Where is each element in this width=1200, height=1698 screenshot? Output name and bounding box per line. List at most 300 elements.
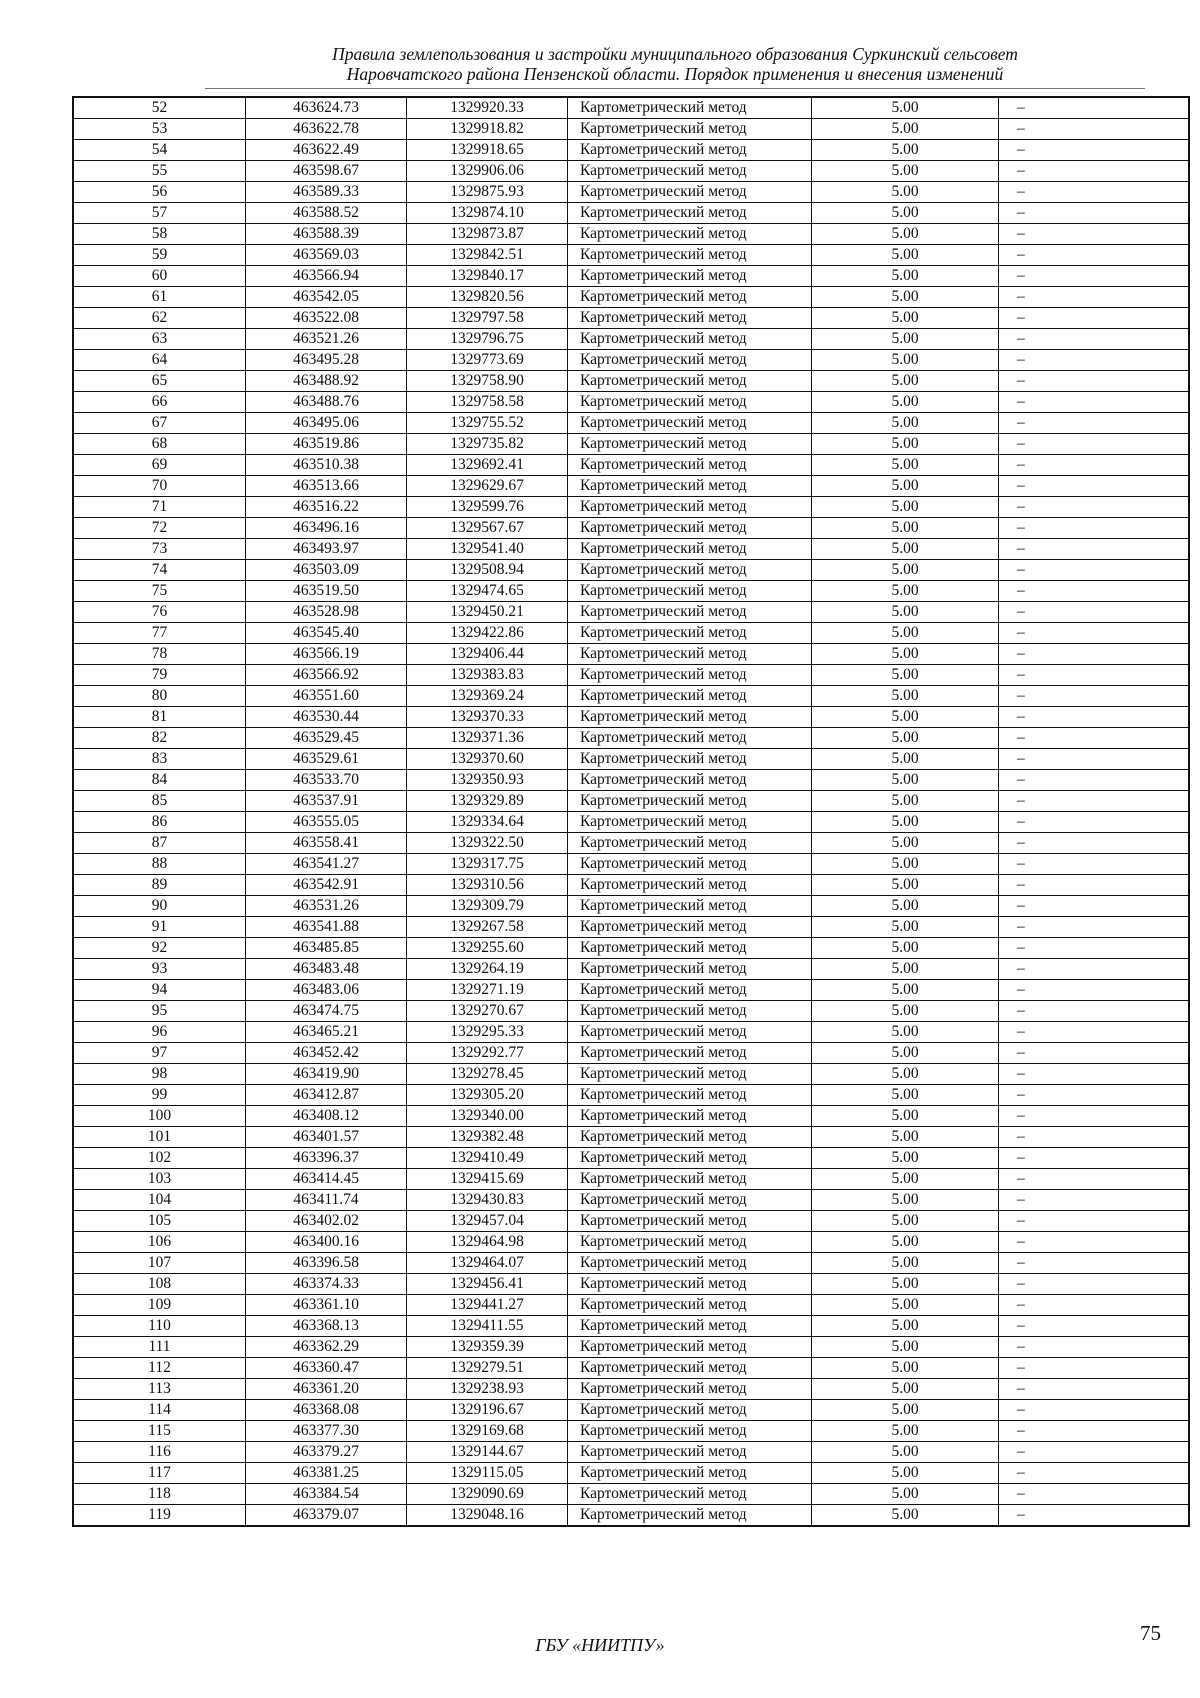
point-number-cell: 75 (73, 581, 246, 602)
point-number-cell: 110 (73, 1316, 246, 1337)
accuracy-cell: 5.00 (812, 938, 999, 959)
method-cell: Картометрический метод (568, 1232, 812, 1253)
method-cell: Картометрический метод (568, 518, 812, 539)
description-cell: – (999, 1085, 1190, 1106)
table-row (73, 917, 1189, 938)
point-number-cell: 63 (73, 329, 246, 350)
point-number-cell: 97 (73, 1043, 246, 1064)
method-cell: Картометрический метод (568, 686, 812, 707)
method-cell: Картометрический метод (568, 287, 812, 308)
accuracy-cell: 5.00 (812, 1442, 999, 1463)
description-cell: – (999, 1043, 1190, 1064)
accuracy-cell: 5.00 (812, 917, 999, 938)
table-row (73, 602, 1189, 623)
table-row (73, 476, 1189, 497)
x-coordinate-cell: 463495.28 (246, 350, 407, 371)
description-cell: – (999, 707, 1190, 728)
method-cell: Картометрический метод (568, 1295, 812, 1316)
x-coordinate-cell: 463545.40 (246, 623, 407, 644)
description-cell: – (999, 434, 1190, 455)
description-cell: – (999, 875, 1190, 896)
description-cell: – (999, 665, 1190, 686)
table-row (73, 1169, 1189, 1190)
point-number-cell: 94 (73, 980, 246, 1001)
x-coordinate-cell: 463566.19 (246, 644, 407, 665)
accuracy-cell: 5.00 (812, 875, 999, 896)
accuracy-cell: 5.00 (812, 1358, 999, 1379)
x-coordinate-cell: 463496.16 (246, 518, 407, 539)
x-coordinate-cell: 463541.88 (246, 917, 407, 938)
table-row (73, 1001, 1189, 1022)
table-row (73, 980, 1189, 1001)
x-coordinate-cell: 463452.42 (246, 1043, 407, 1064)
table-row (73, 1253, 1189, 1274)
method-cell: Картометрический метод (568, 1337, 812, 1358)
description-cell: – (999, 812, 1190, 833)
point-number-cell: 54 (73, 140, 246, 161)
point-number-cell: 56 (73, 182, 246, 203)
y-coordinate-cell: 1329464.07 (407, 1253, 568, 1274)
point-number-cell: 79 (73, 665, 246, 686)
y-coordinate-cell: 1329508.94 (407, 560, 568, 581)
point-number-cell: 111 (73, 1337, 246, 1358)
method-cell: Картометрический метод (568, 1085, 812, 1106)
description-cell: – (999, 266, 1190, 287)
method-cell: Картометрический метод (568, 350, 812, 371)
point-number-cell: 59 (73, 245, 246, 266)
method-cell: Картометрический метод (568, 854, 812, 875)
method-cell: Картометрический метод (568, 1400, 812, 1421)
table-row (73, 1022, 1189, 1043)
y-coordinate-cell: 1329430.83 (407, 1190, 568, 1211)
description-cell: – (999, 602, 1190, 623)
description-cell: – (999, 1190, 1190, 1211)
x-coordinate-cell: 463408.12 (246, 1106, 407, 1127)
table-row (73, 392, 1189, 413)
x-coordinate-cell: 463360.47 (246, 1358, 407, 1379)
point-number-cell: 89 (73, 875, 246, 896)
table-row (73, 1421, 1189, 1442)
point-number-cell: 86 (73, 812, 246, 833)
header-divider (205, 88, 1145, 89)
point-number-cell: 84 (73, 770, 246, 791)
point-number-cell: 85 (73, 791, 246, 812)
table-row (73, 812, 1189, 833)
table-row (73, 371, 1189, 392)
y-coordinate-cell: 1329309.79 (407, 896, 568, 917)
table-row (73, 224, 1189, 245)
method-cell: Картометрический метод (568, 1274, 812, 1295)
description-cell: – (999, 1064, 1190, 1085)
x-coordinate-cell: 463419.90 (246, 1064, 407, 1085)
method-cell: Картометрический метод (568, 1169, 812, 1190)
table-row (73, 1442, 1189, 1463)
description-cell: – (999, 686, 1190, 707)
x-coordinate-cell: 463542.05 (246, 287, 407, 308)
y-coordinate-cell: 1329735.82 (407, 434, 568, 455)
x-coordinate-cell: 463588.52 (246, 203, 407, 224)
table-row (73, 581, 1189, 602)
method-cell: Картометрический метод (568, 791, 812, 812)
point-number-cell: 116 (73, 1442, 246, 1463)
description-cell: – (999, 224, 1190, 245)
accuracy-cell: 5.00 (812, 392, 999, 413)
x-coordinate-cell: 463598.67 (246, 161, 407, 182)
y-coordinate-cell: 1329322.50 (407, 833, 568, 854)
description-cell: – (999, 791, 1190, 812)
table-row (73, 791, 1189, 812)
table-row (73, 1274, 1189, 1295)
description-cell: – (999, 1022, 1190, 1043)
point-number-cell: 61 (73, 287, 246, 308)
description-cell: – (999, 1463, 1190, 1484)
table-row (73, 350, 1189, 371)
x-coordinate-cell: 463566.94 (246, 266, 407, 287)
table-row (73, 1043, 1189, 1064)
header-line-1: Правила землепользования и застройки муниципального образования Суркинский сельсовет (332, 44, 1018, 64)
y-coordinate-cell: 1329456.41 (407, 1274, 568, 1295)
table-row (73, 203, 1189, 224)
accuracy-cell: 5.00 (812, 1085, 999, 1106)
accuracy-cell: 5.00 (812, 1295, 999, 1316)
x-coordinate-cell: 463361.20 (246, 1379, 407, 1400)
y-coordinate-cell: 1329840.17 (407, 266, 568, 287)
method-cell: Картометрический метод (568, 1379, 812, 1400)
accuracy-cell: 5.00 (812, 665, 999, 686)
y-coordinate-cell: 1329918.82 (407, 119, 568, 140)
accuracy-cell: 5.00 (812, 707, 999, 728)
y-coordinate-cell: 1329567.67 (407, 518, 568, 539)
y-coordinate-cell: 1329292.77 (407, 1043, 568, 1064)
method-cell: Картометрический метод (568, 1043, 812, 1064)
y-coordinate-cell: 1329415.69 (407, 1169, 568, 1190)
y-coordinate-cell: 1329048.16 (407, 1505, 568, 1527)
description-cell: – (999, 140, 1190, 161)
point-number-cell: 103 (73, 1169, 246, 1190)
description-cell: – (999, 539, 1190, 560)
x-coordinate-cell: 463396.37 (246, 1148, 407, 1169)
description-cell: – (999, 770, 1190, 791)
method-cell: Картометрический метод (568, 455, 812, 476)
x-coordinate-cell: 463379.27 (246, 1442, 407, 1463)
accuracy-cell: 5.00 (812, 623, 999, 644)
accuracy-cell: 5.00 (812, 518, 999, 539)
point-number-cell: 105 (73, 1211, 246, 1232)
description-cell: – (999, 308, 1190, 329)
y-coordinate-cell: 1329371.36 (407, 728, 568, 749)
accuracy-cell: 5.00 (812, 833, 999, 854)
table-row (73, 161, 1189, 182)
y-coordinate-cell: 1329271.19 (407, 980, 568, 1001)
accuracy-cell: 5.00 (812, 182, 999, 203)
y-coordinate-cell: 1329295.33 (407, 1022, 568, 1043)
table-row (73, 1232, 1189, 1253)
point-number-cell: 87 (73, 833, 246, 854)
y-coordinate-cell: 1329267.58 (407, 917, 568, 938)
method-cell: Картометрический метод (568, 833, 812, 854)
table-row (73, 560, 1189, 581)
y-coordinate-cell: 1329255.60 (407, 938, 568, 959)
description-cell: – (999, 1001, 1190, 1022)
point-number-cell: 65 (73, 371, 246, 392)
y-coordinate-cell: 1329629.67 (407, 476, 568, 497)
point-number-cell: 69 (73, 455, 246, 476)
accuracy-cell: 5.00 (812, 749, 999, 770)
table-row (73, 833, 1189, 854)
point-number-cell: 74 (73, 560, 246, 581)
table-row (73, 1295, 1189, 1316)
accuracy-cell: 5.00 (812, 1379, 999, 1400)
point-number-cell: 71 (73, 497, 246, 518)
y-coordinate-cell: 1329755.52 (407, 413, 568, 434)
description-cell: – (999, 287, 1190, 308)
y-coordinate-cell: 1329144.67 (407, 1442, 568, 1463)
description-cell: – (999, 1358, 1190, 1379)
accuracy-cell: 5.00 (812, 1316, 999, 1337)
x-coordinate-cell: 463400.16 (246, 1232, 407, 1253)
y-coordinate-cell: 1329758.58 (407, 392, 568, 413)
coordinates-table-body (73, 97, 1189, 1526)
x-coordinate-cell: 463530.44 (246, 707, 407, 728)
description-cell: – (999, 245, 1190, 266)
description-cell: – (999, 959, 1190, 980)
x-coordinate-cell: 463529.45 (246, 728, 407, 749)
accuracy-cell: 5.00 (812, 1484, 999, 1505)
y-coordinate-cell: 1329238.93 (407, 1379, 568, 1400)
x-coordinate-cell: 463624.73 (246, 97, 407, 119)
method-cell: Картометрический метод (568, 1442, 812, 1463)
x-coordinate-cell: 463495.06 (246, 413, 407, 434)
point-number-cell: 119 (73, 1505, 246, 1527)
x-coordinate-cell: 463522.08 (246, 308, 407, 329)
x-coordinate-cell: 463465.21 (246, 1022, 407, 1043)
point-number-cell: 67 (73, 413, 246, 434)
description-cell: – (999, 938, 1190, 959)
table-row (73, 1379, 1189, 1400)
description-cell: – (999, 350, 1190, 371)
x-coordinate-cell: 463542.91 (246, 875, 407, 896)
table-row (73, 1484, 1189, 1505)
accuracy-cell: 5.00 (812, 455, 999, 476)
description-cell: – (999, 119, 1190, 140)
accuracy-cell: 5.00 (812, 1148, 999, 1169)
accuracy-cell: 5.00 (812, 644, 999, 665)
accuracy-cell: 5.00 (812, 1337, 999, 1358)
y-coordinate-cell: 1329842.51 (407, 245, 568, 266)
accuracy-cell: 5.00 (812, 770, 999, 791)
table-row (73, 1085, 1189, 1106)
accuracy-cell: 5.00 (812, 959, 999, 980)
x-coordinate-cell: 463531.26 (246, 896, 407, 917)
point-number-cell: 91 (73, 917, 246, 938)
accuracy-cell: 5.00 (812, 434, 999, 455)
table-row (73, 854, 1189, 875)
method-cell: Картометрический метод (568, 1463, 812, 1484)
table-row (73, 287, 1189, 308)
x-coordinate-cell: 463533.70 (246, 770, 407, 791)
point-number-cell: 99 (73, 1085, 246, 1106)
point-number-cell: 112 (73, 1358, 246, 1379)
description-cell: – (999, 392, 1190, 413)
method-cell: Картометрический метод (568, 812, 812, 833)
accuracy-cell: 5.00 (812, 476, 999, 497)
y-coordinate-cell: 1329279.51 (407, 1358, 568, 1379)
description-cell: – (999, 917, 1190, 938)
y-coordinate-cell: 1329797.58 (407, 308, 568, 329)
point-number-cell: 107 (73, 1253, 246, 1274)
method-cell: Картометрический метод (568, 623, 812, 644)
description-cell: – (999, 329, 1190, 350)
description-cell: – (999, 161, 1190, 182)
method-cell: Картометрический метод (568, 1505, 812, 1527)
point-number-cell: 95 (73, 1001, 246, 1022)
x-coordinate-cell: 463474.75 (246, 1001, 407, 1022)
description-cell: – (999, 1148, 1190, 1169)
method-cell: Картометрический метод (568, 203, 812, 224)
x-coordinate-cell: 463510.38 (246, 455, 407, 476)
method-cell: Картометрический метод (568, 245, 812, 266)
accuracy-cell: 5.00 (812, 266, 999, 287)
y-coordinate-cell: 1329264.19 (407, 959, 568, 980)
y-coordinate-cell: 1329906.06 (407, 161, 568, 182)
description-cell: – (999, 476, 1190, 497)
method-cell: Картометрический метод (568, 1421, 812, 1442)
table-row (73, 539, 1189, 560)
accuracy-cell: 5.00 (812, 1505, 999, 1527)
table-row (73, 413, 1189, 434)
point-number-cell: 109 (73, 1295, 246, 1316)
accuracy-cell: 5.00 (812, 980, 999, 1001)
y-coordinate-cell: 1329873.87 (407, 224, 568, 245)
table-row (73, 644, 1189, 665)
table-row (73, 959, 1189, 980)
method-cell: Картометрический метод (568, 97, 812, 119)
method-cell: Картометрический метод (568, 875, 812, 896)
method-cell: Картометрический метод (568, 266, 812, 287)
accuracy-cell: 5.00 (812, 1211, 999, 1232)
description-cell: – (999, 1295, 1190, 1316)
x-coordinate-cell: 463483.48 (246, 959, 407, 980)
point-number-cell: 88 (73, 854, 246, 875)
table-row (73, 707, 1189, 728)
y-coordinate-cell: 1329441.27 (407, 1295, 568, 1316)
y-coordinate-cell: 1329350.93 (407, 770, 568, 791)
y-coordinate-cell: 1329334.64 (407, 812, 568, 833)
table-row (73, 497, 1189, 518)
y-coordinate-cell: 1329796.75 (407, 329, 568, 350)
y-coordinate-cell: 1329310.56 (407, 875, 568, 896)
method-cell: Картометрический метод (568, 896, 812, 917)
x-coordinate-cell: 463555.05 (246, 812, 407, 833)
y-coordinate-cell: 1329820.56 (407, 287, 568, 308)
method-cell: Картометрический метод (568, 161, 812, 182)
x-coordinate-cell: 463519.86 (246, 434, 407, 455)
y-coordinate-cell: 1329773.69 (407, 350, 568, 371)
point-number-cell: 98 (73, 1064, 246, 1085)
description-cell: – (999, 1379, 1190, 1400)
x-coordinate-cell: 463362.29 (246, 1337, 407, 1358)
table-row (73, 686, 1189, 707)
point-number-cell: 108 (73, 1274, 246, 1295)
table-row (73, 245, 1189, 266)
point-number-cell: 73 (73, 539, 246, 560)
description-cell: – (999, 1484, 1190, 1505)
point-number-cell: 58 (73, 224, 246, 245)
point-number-cell: 101 (73, 1127, 246, 1148)
y-coordinate-cell: 1329370.60 (407, 749, 568, 770)
method-cell: Картометрический метод (568, 1106, 812, 1127)
method-cell: Картометрический метод (568, 602, 812, 623)
method-cell: Картометрический метод (568, 1358, 812, 1379)
method-cell: Картометрический метод (568, 182, 812, 203)
table-row (73, 1400, 1189, 1421)
x-coordinate-cell: 463622.78 (246, 119, 407, 140)
accuracy-cell: 5.00 (812, 329, 999, 350)
description-cell: – (999, 413, 1190, 434)
accuracy-cell: 5.00 (812, 497, 999, 518)
accuracy-cell: 5.00 (812, 140, 999, 161)
y-coordinate-cell: 1329450.21 (407, 602, 568, 623)
y-coordinate-cell: 1329406.44 (407, 644, 568, 665)
description-cell: – (999, 1316, 1190, 1337)
point-number-cell: 102 (73, 1148, 246, 1169)
x-coordinate-cell: 463541.27 (246, 854, 407, 875)
y-coordinate-cell: 1329359.39 (407, 1337, 568, 1358)
point-number-cell: 57 (73, 203, 246, 224)
description-cell: – (999, 560, 1190, 581)
y-coordinate-cell: 1329599.76 (407, 497, 568, 518)
y-coordinate-cell: 1329411.55 (407, 1316, 568, 1337)
method-cell: Картометрический метод (568, 539, 812, 560)
method-cell: Картометрический метод (568, 119, 812, 140)
point-number-cell: 96 (73, 1022, 246, 1043)
point-number-cell: 118 (73, 1484, 246, 1505)
accuracy-cell: 5.00 (812, 203, 999, 224)
method-cell: Картометрический метод (568, 1316, 812, 1337)
y-coordinate-cell: 1329474.65 (407, 581, 568, 602)
description-cell: – (999, 1421, 1190, 1442)
point-number-cell: 93 (73, 959, 246, 980)
accuracy-cell: 5.00 (812, 539, 999, 560)
table-row (73, 875, 1189, 896)
accuracy-cell: 5.00 (812, 97, 999, 119)
point-number-cell: 68 (73, 434, 246, 455)
description-cell: – (999, 1274, 1190, 1295)
accuracy-cell: 5.00 (812, 602, 999, 623)
point-number-cell: 114 (73, 1400, 246, 1421)
description-cell: – (999, 1400, 1190, 1421)
y-coordinate-cell: 1329382.48 (407, 1127, 568, 1148)
x-coordinate-cell: 463384.54 (246, 1484, 407, 1505)
method-cell: Картометрический метод (568, 1253, 812, 1274)
description-cell: – (999, 1505, 1190, 1527)
table-row (73, 1106, 1189, 1127)
description-cell: – (999, 623, 1190, 644)
method-cell: Картометрический метод (568, 581, 812, 602)
table-row (73, 896, 1189, 917)
x-coordinate-cell: 463381.25 (246, 1463, 407, 1484)
description-cell: – (999, 749, 1190, 770)
x-coordinate-cell: 463558.41 (246, 833, 407, 854)
method-cell: Картометрический метод (568, 707, 812, 728)
description-cell: – (999, 203, 1190, 224)
point-number-cell: 117 (73, 1463, 246, 1484)
method-cell: Картометрический метод (568, 371, 812, 392)
table-row (73, 665, 1189, 686)
x-coordinate-cell: 463622.49 (246, 140, 407, 161)
accuracy-cell: 5.00 (812, 1232, 999, 1253)
point-number-cell: 92 (73, 938, 246, 959)
